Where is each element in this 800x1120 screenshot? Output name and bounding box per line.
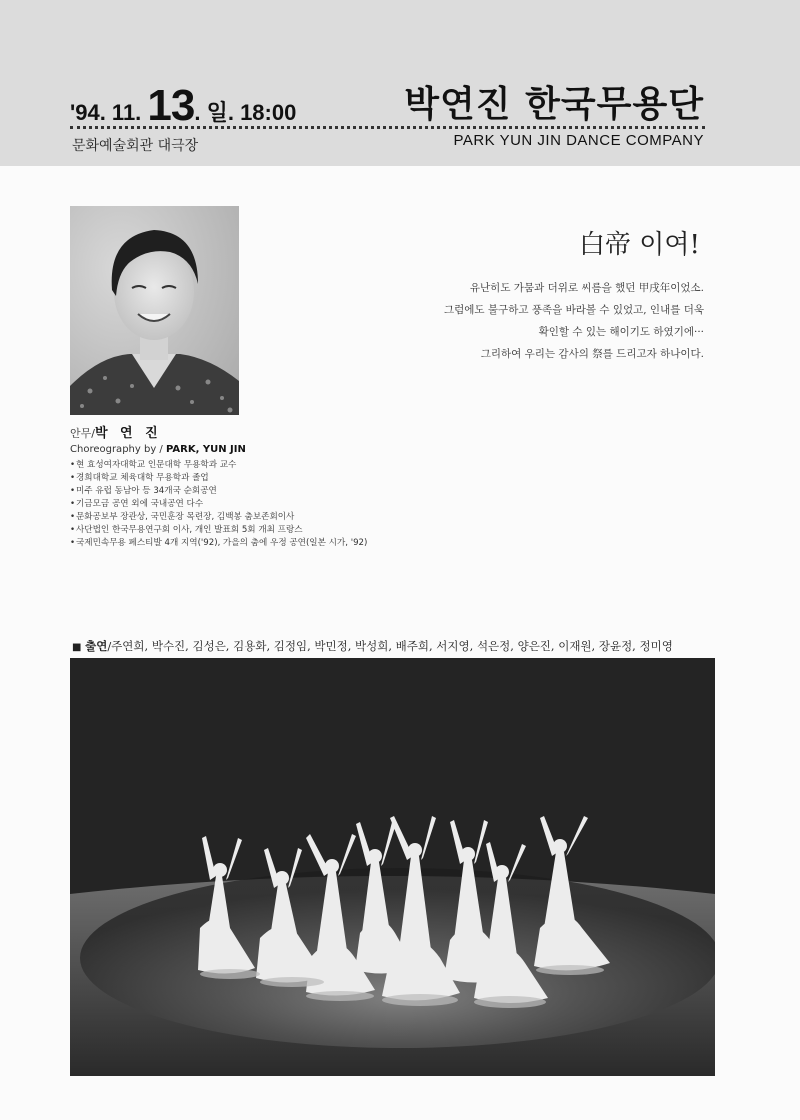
- cast-separator: /: [107, 639, 112, 653]
- cast-label: 출연: [85, 639, 108, 653]
- choreographer-section: [70, 422, 490, 550]
- poem-title: 白帝 이여!: [579, 230, 700, 260]
- bio-item: • 미주 유럽 동남아 등 34개국 순회공연: [70, 485, 490, 498]
- choreographer-bio: [70, 459, 490, 550]
- cast-names: 주연희, 박수진, 김성은, 김용화, 김정임, 박민정, 박성희, 배주희, 서지영, 석은정, 양은진, 이재원, 장윤정, 정미영: [111, 639, 673, 653]
- date-prefix: '94. 11.: [70, 100, 148, 125]
- choreographer-korean: [70, 422, 490, 441]
- poem-line: 유난히도 가뭄과 더위로 씨름을 했던 甲戌年이었소.: [469, 282, 704, 294]
- bio-item: • 경희대학교 체육대학 무용학과 졸업: [70, 472, 490, 485]
- dotted-divider: [70, 126, 705, 129]
- square-bullet-icon: ■: [72, 642, 82, 653]
- venue: 문화예술회관 대극장: [72, 138, 199, 154]
- choreographer-english: [70, 444, 490, 455]
- performance-date: [70, 81, 297, 130]
- header-band: [0, 0, 800, 166]
- bio-item: • 문화공보부 장관상, 국민훈장 목련장, 김백봉 춤보존회이사: [70, 511, 490, 524]
- choreographer-portrait: [70, 206, 239, 415]
- portrait-illustration: [70, 206, 239, 415]
- cast-list: [72, 638, 673, 654]
- date-suffix: . 일. 18:00: [194, 100, 297, 125]
- company-name-korean: 박연진 한국무용단: [404, 84, 704, 125]
- dancers-illustration: [70, 658, 715, 1076]
- poem-text: [364, 277, 704, 365]
- bio-item: • 기금모금 공연 외에 국내공연 다수: [70, 498, 490, 511]
- stage-photograph: [70, 658, 715, 1076]
- date-day: 13: [147, 81, 195, 130]
- bio-item: • 현 효성여자대학교 인문대학 무용학과 교수: [70, 459, 490, 472]
- choreographer-name-korean: 박 연 진: [94, 426, 162, 441]
- choreographer-name-english: PARK, YUN JIN: [165, 444, 246, 455]
- choreographer-label-english: Choreography by /: [70, 444, 166, 455]
- choreographer-label-korean: 안무/: [70, 427, 95, 440]
- poem-line: 확인할 수 있는 해이기도 하였기에···: [538, 326, 704, 338]
- bio-item: • 사단법인 한국무용연구회 이사, 개인 발표회 5회 개최 프랑스: [70, 524, 490, 537]
- bio-item: • 국제민속무용 페스티발 4개 지역('92), 가을의 춤에 우정 공연(일본 시가, '92): [70, 537, 490, 550]
- poem-line: 그럼에도 불구하고 풍족을 바라볼 수 있었고, 인내를 더욱: [444, 304, 704, 316]
- poem-line: 그리하여 우리는 감사의 祭를 드리고자 하나이다.: [480, 348, 704, 360]
- company-name-english: PARK YUN JIN DANCE COMPANY: [453, 132, 704, 149]
